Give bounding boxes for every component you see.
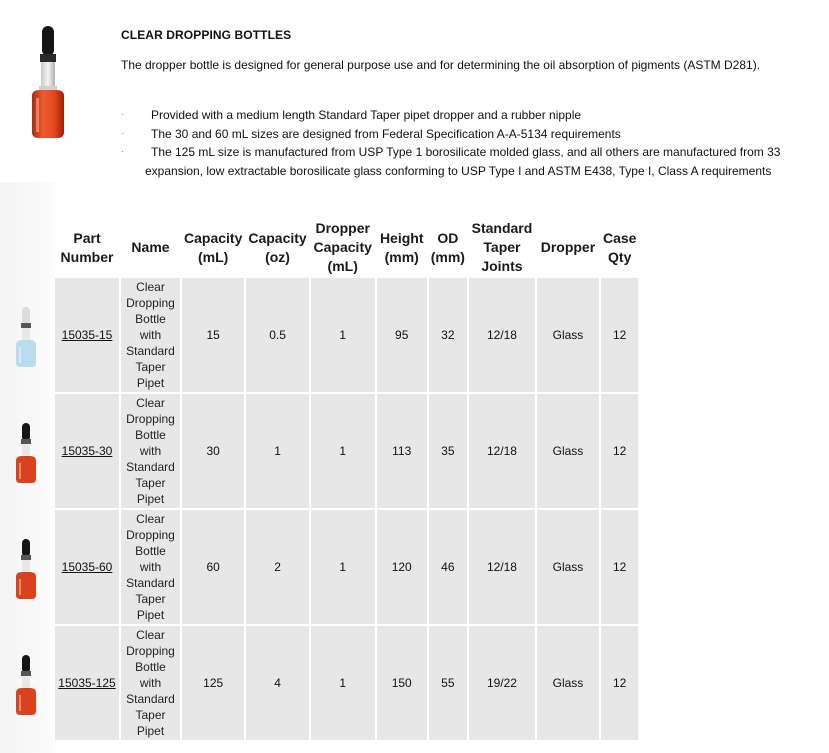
- cell-part-number: [55, 278, 119, 392]
- cell-case-qty: 12: [601, 510, 638, 624]
- header-part-number: Part Number: [55, 219, 119, 276]
- feature-text: The 125 mL size is manufactured from USP Type 1 borosilicate molded glass, and all others are manufactured from 33: [151, 145, 781, 159]
- cell-capacity-oz: 1: [246, 394, 308, 508]
- cell-dropper-capacity: 1: [311, 626, 375, 740]
- cell-case-qty: 12: [601, 394, 638, 508]
- bottle-thumbnail-icon: [12, 421, 40, 485]
- cell-dropper: Glass: [537, 278, 599, 392]
- table-row: [55, 394, 638, 508]
- part-number-link[interactable]: 15035-30: [61, 444, 113, 458]
- cell-name: Clear Dropping Bottle with Standard Taper Pipet: [121, 278, 180, 392]
- cell-case-qty: 12: [601, 278, 638, 392]
- cell-part-number: [55, 394, 119, 508]
- spec-table: [53, 217, 640, 742]
- feature-item: [121, 143, 811, 180]
- header-case-qty: Case Qty: [601, 219, 638, 276]
- cell-name: Clear Dropping Bottle with Standard Taper Pipet: [121, 510, 180, 624]
- header-standard-taper-joints: Standard Taper Joints: [469, 219, 535, 276]
- cell-capacity-oz: 4: [246, 626, 308, 740]
- cell-joints: 12/18: [469, 278, 535, 392]
- part-number-link[interactable]: 15035-60: [61, 560, 113, 574]
- cell-case-qty: 12: [601, 626, 638, 740]
- bullet-glyph: ·: [121, 146, 125, 157]
- header-dropper: Dropper: [537, 219, 599, 276]
- header-name: Name: [121, 219, 180, 276]
- cell-height: 150: [377, 626, 427, 740]
- cell-part-number: [55, 510, 119, 624]
- feature-item: [121, 106, 811, 125]
- cell-height: 113: [377, 394, 427, 508]
- header-capacity-ml: Capacity (mL): [182, 219, 244, 276]
- bottle-thumbnail-icon: [12, 653, 40, 717]
- cell-joints: 19/22: [469, 626, 535, 740]
- part-number-link[interactable]: 15035-125: [58, 676, 116, 690]
- product-description: The dropper bottle is designed for general purpose use and for determining the oil absorption of pigments (ASTM D281).: [121, 58, 761, 72]
- table-row: [55, 278, 638, 392]
- header-capacity-oz: Capacity (oz): [246, 219, 308, 276]
- cell-capacity-ml: 15: [182, 278, 244, 392]
- cell-name: Clear Dropping Bottle with Standard Taper Pipet: [121, 626, 180, 740]
- bottle-thumbnail-icon: [12, 537, 40, 601]
- cell-dropper-capacity: 1: [311, 278, 375, 392]
- cell-od: 55: [429, 626, 467, 740]
- product-title: CLEAR DROPPING BOTTLES: [121, 28, 292, 42]
- dropper-bottle-hero-image: [26, 24, 70, 140]
- cell-od: 46: [429, 510, 467, 624]
- table-row: [55, 626, 638, 740]
- cell-od: 32: [429, 278, 467, 392]
- header-height: Height (mm): [377, 219, 427, 276]
- cell-dropper: Glass: [537, 510, 599, 624]
- feature-text: Provided with a medium length Standard Taper pipet dropper and a rubber nipple: [151, 108, 582, 122]
- cell-capacity-oz: 0.5: [246, 278, 308, 392]
- cell-dropper: Glass: [537, 626, 599, 740]
- bottle-thumbnail-icon: [12, 305, 40, 369]
- cell-name: Clear Dropping Bottle with Standard Taper Pipet: [121, 394, 180, 508]
- table-header-row: [55, 219, 638, 276]
- table-row: [55, 510, 638, 624]
- header-od: OD (mm): [429, 219, 467, 276]
- header-dropper-capacity: Dropper Capacity (mL): [311, 219, 375, 276]
- bullet-glyph: ·: [121, 127, 125, 139]
- cell-dropper-capacity: 1: [311, 394, 375, 508]
- cell-capacity-oz: 2: [246, 510, 308, 624]
- cell-height: 120: [377, 510, 427, 624]
- cell-capacity-ml: 30: [182, 394, 244, 508]
- feature-text-continuation: expansion, low extractable borosilicate glass conforming to USP Type I and ASTM E438, Type I, Class A requirements: [145, 163, 772, 178]
- cell-od: 35: [429, 394, 467, 508]
- cell-capacity-ml: 60: [182, 510, 244, 624]
- feature-list: [121, 106, 811, 180]
- cell-joints: 12/18: [469, 394, 535, 508]
- feature-item: [121, 125, 811, 144]
- cell-dropper-capacity: 1: [311, 510, 375, 624]
- feature-text: The 30 and 60 mL sizes are designed from Federal Specification A-A-5134 requirements: [151, 126, 621, 141]
- cell-height: 95: [377, 278, 427, 392]
- cell-dropper: Glass: [537, 394, 599, 508]
- cell-capacity-ml: 125: [182, 626, 244, 740]
- part-number-link[interactable]: 15035-15: [61, 328, 113, 342]
- cell-joints: 12/18: [469, 510, 535, 624]
- bullet-glyph: ·: [121, 109, 125, 120]
- cell-part-number: [55, 626, 119, 740]
